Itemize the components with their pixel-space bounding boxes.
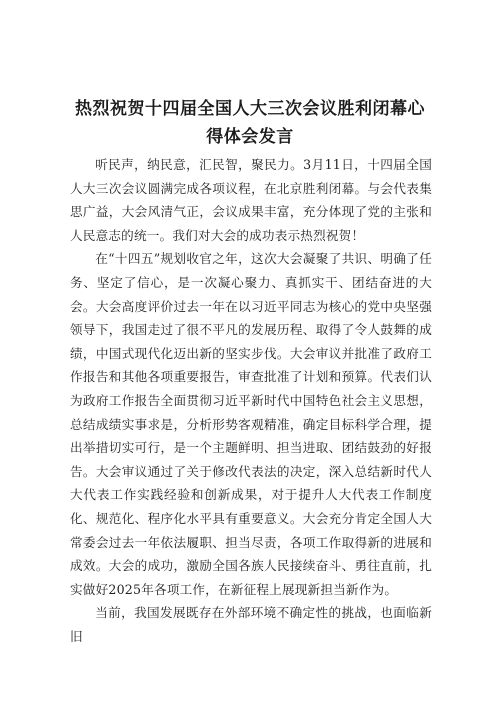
paragraph-3: 当前，我国发展既存在外部环境不确定性的挑战，也面临新旧	[70, 605, 432, 644]
document-title: 热烈祝贺十四届全国人大三次会议胜利闭幕心得体会发言	[75, 99, 425, 147]
paragraph-1: 听民声，纳民意，汇民智，聚民力。3月11日，十四届全国人大三次会议圆满完成各项议程，在北京胜利闭幕。与会代表集思广益，大会风清气正，会议成果丰富，充分体现了党的主张和人民意志的统一。我们对大会的成功表示热烈祝贺！	[70, 157, 432, 243]
paragraph-2: 在“十四五”规划收官之年，这次大会凝聚了共识、明确了任务、坚定了信心，是一次凝心聚力、真抓实干、团结奋进的大会。大会高度评价过去一年在以习近平同志为核心的党中央坚强领导下，我国走过了很不平凡的发展历程、取得了令人鼓舞的成绩，中国式现代化迈出新的坚实步伐。大会审议并批准了政府工作报告和其他各项重要报告，审查批准了计划和预算。代表们认为政府工作报告全面贯彻习近平新时代中国特色社会主义思想，总结成绩实事求是，分析形势客观精准，确定目标科学合理，提出举措切实可行，是一个主题鲜明、担当进取、团结鼓劲的好报告。大会审议通过了关于修改代表法的决定，深入总结新时代人大代表工作实践经验和创新成果，对于提升人大代表工作制度化、规范化、程序化水平具有重要意义。大会充分肯定全国人大常委会过去一年依法履职、担当尽责，各项工作取得新的进展和成效。大会的成功，激励全国各族人民接续奋斗、勇往直前，扎实做好2025年各项工作，在新征程上展现新担当新作为。	[70, 251, 432, 597]
document-body	[70, 153, 432, 648]
